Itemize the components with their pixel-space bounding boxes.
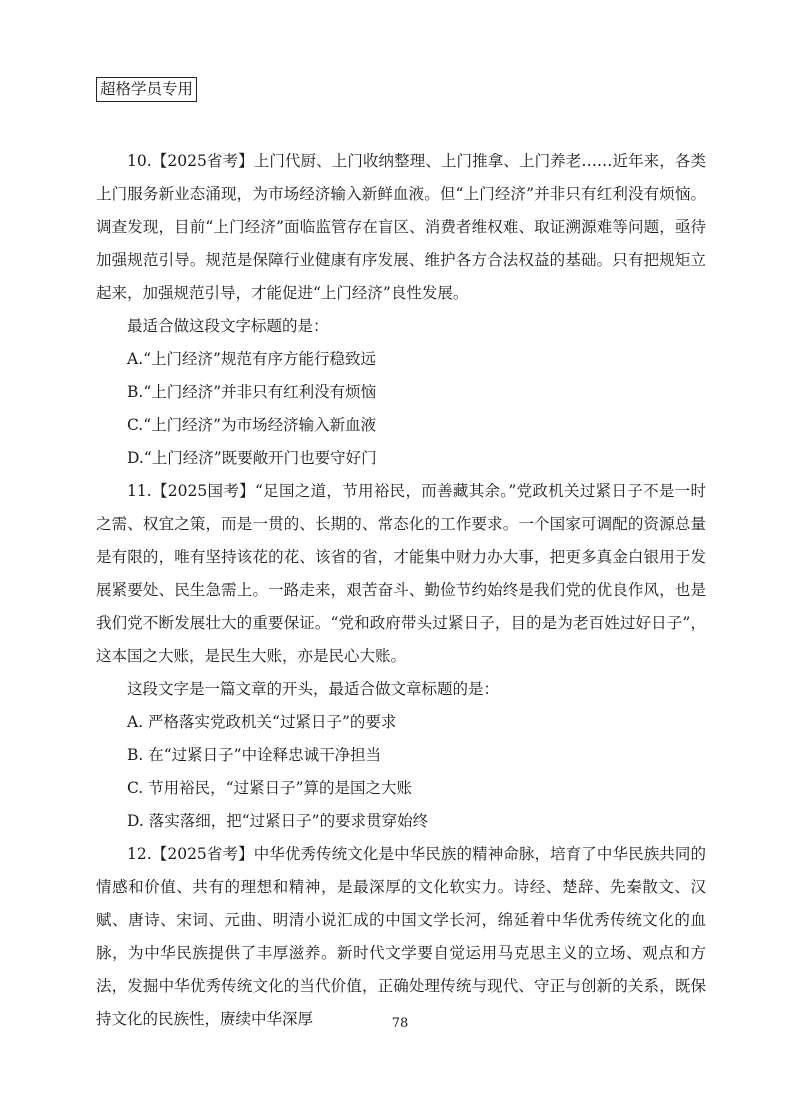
- question-11-option-b: B. 在“过紧日子”中诠释忠诚干净担当: [127, 746, 382, 764]
- question-10-option-a: A.“上门经济”规范有序方能行稳致远: [127, 350, 376, 368]
- question-10-stem: 10.【2025省考】上门代厨、上门收纳整理、上门推拿、上门养老……近年来，各类上门服务新业态涌现，为市场经济输入新鲜血液。但“上门经济”并非只有红利没有烦恼。调查发现，目前“上门经济”面临监管存在盲区、消费者维权难、取证溯源难等问题，亟待加强规范引导。规范是保障行业健康有序发展、维护各方合法权益的基础。只有把规矩立起来，加强规范引导，才能促进“上门经济”良性发展。: [96, 152, 706, 302]
- question-list: [96, 145, 706, 1036]
- question-11-prompt: 这段文字是一篇文章的开头，最适合做文章标题的是：: [127, 680, 500, 698]
- question-10-prompt: 最适合做这段文字标题的是：: [127, 317, 329, 335]
- question-11-option-a: A. 严格落实党政机关“过紧日子”的要求: [127, 713, 397, 731]
- question-10-option-c: C.“上门经济”为市场经济输入新血液: [127, 416, 377, 434]
- header-tag: 超格学员专用: [96, 77, 197, 102]
- question-10-option-d: D.“上门经济”既要敞开门也要守好门: [127, 449, 377, 467]
- question-11-stem: 11.【2025国考】“足国之道，节用裕民，而善藏其余。”党政机关过紧日子不是一时之需、权宜之策，而是一贯的、长期的、常态化的工作要求。一个国家可调配的资源总量是有限的，唯有坚持该花的花、该省的省，才能集中财力办大事，把更多真金白银用于发展紧要处、民生急需上。一路走来，艰苦奋斗、勤俭节约始终是我们党的优良作风，也是我们党不断发展壮大的重要保证。“党和政府带头过紧日子，目的是为老百姓过好日子”，这本国之大账，是民生大账，亦是民心大账。: [96, 482, 706, 665]
- question-10-option-b: B.“上门经济”并非只有红利没有烦恼: [127, 383, 377, 401]
- question-11-option-c: C. 节用裕民，“过紧日子”算的是国之大账: [127, 779, 413, 797]
- question-11-option-d: D. 落实落细，把“过紧日子”的要求贯穿始终: [127, 812, 429, 830]
- page-number: 78: [391, 1016, 409, 1031]
- question-12-stem: 12.【2025省考】中华优秀传统文化是中华民族的精神命脉，培育了中华民族共同的情感和价值、共有的理想和精神，是最深厚的文化软实力。诗经、楚辞、先秦散文、汉赋、唐诗、宋词、元曲、明清小说汇成的中国文学长河，绵延着中华优秀传统文化的血脉，为中华民族提供了丰厚滋养。新时代文学要自觉运用马克思主义的立场、观点和方法，发掘中华优秀传统文化的当代价值，正确处理传统与现代、守正与创新的关系，既保持文化的民族性，赓续中华深厚: [96, 845, 706, 1028]
